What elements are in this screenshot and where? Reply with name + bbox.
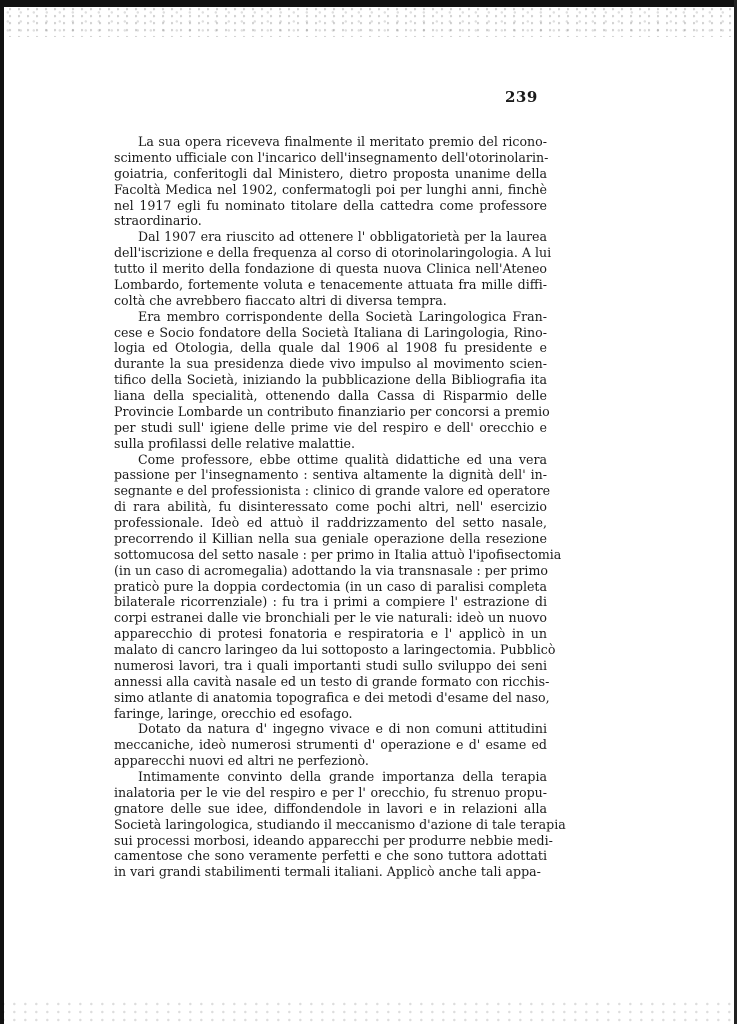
text-line: tutto il merito della fondazione di questa nuova Clinica nell'Ateneo (114, 261, 547, 276)
text-line: sottomucosa del setto nasale : per primo in Italia attuò l'ipofisectomia (114, 546, 562, 562)
text-line: di rara abilità, fu disinteressato come pochi altri, nell' esercizio (114, 499, 547, 515)
text-line: praticò pure la doppia cordectomia (in un caso di paralisi completa (114, 578, 547, 594)
text-line: apparecchi nuovi ed altri ne perfezionò. (114, 753, 369, 769)
text-line: logia ed Otologia, della quale dal 1906 al 1908 fu presidente e (114, 340, 547, 356)
scan-noise-top (0, 7, 737, 37)
paragraph (114, 721, 547, 769)
text-line: bilaterale ricorrenziale) : fu tra i primi a compiere l' estrazione di (114, 594, 547, 610)
text-line: numerosi lavori, tra i quali importanti studi sullo sviluppo dei seni (114, 657, 547, 673)
text-line: Intimamente convinto della grande importanza della terapia (138, 769, 547, 784)
text-line: apparecchio di protesi fonatoria e respiratoria e l' applicò in un (114, 626, 547, 642)
text-line: tifico della Società, iniziando la pubblicazione della Bibliografia ita (114, 372, 547, 388)
text-line: La sua opera riceveva finalmente il meritato premio del ricono- (138, 134, 547, 149)
text-line: faringe, laringe, orecchio ed esofago. (114, 705, 353, 721)
text-line: professionale. Ideò ed attuò il raddrizzamento del setto nasale, (114, 515, 547, 530)
text-line: straordinario. (114, 213, 202, 229)
text-line: goiatria, conferitogli dal Ministero, dietro proposta unanime della (114, 165, 547, 181)
page-number: 239 (505, 88, 538, 106)
body-text (114, 134, 566, 880)
text-line: nel 1917 egli fu nominato titolare della cattedra come professore (114, 197, 547, 213)
paragraph (114, 134, 547, 229)
text-line: sulla profilassi delle relative malattie. (114, 435, 355, 451)
text-line: liana della specialità, ottenendo dalla Cassa di Risparmio delle (114, 388, 547, 403)
text-line: camentose che sono veramente perfetti e che sono tuttora adottati (114, 848, 547, 864)
text-line: passione per l'insegnamento : sentiva altamente la dignità dell' in- (114, 467, 547, 483)
text-line: corpi estranei dalle vie bronchiali per le vie naturali: ideò un nuovo (114, 610, 547, 626)
paragraph (114, 451, 562, 722)
text-line: malato di cancro laringeo da lui sottoposto a laringectomia. Pubblicò (114, 642, 556, 657)
text-line: Dotato da natura d' ingegno vivace e di non comuni attitudini (138, 721, 547, 737)
text-line: in vari grandi stabilimenti termali italiani. Applicò anche tali appa- (114, 864, 541, 880)
text-line: segnante e del professionista : clinico di grande valore ed operatore (114, 483, 551, 499)
text-line: gnatore delle sue idee, diffondendole in lavori e in relazioni alla (114, 800, 547, 816)
text-line: Dal 1907 era riuscito ad ottenere l' obbligatorietà per la laurea (138, 229, 547, 245)
paragraph (114, 308, 550, 452)
text-line: dell'iscrizione e della frequenza al corso di otorinolaringologia. A lui (114, 245, 552, 261)
text-line: (in un caso di acromegalia) adottando la via transnasale : per primo (114, 562, 548, 578)
text-line: precorrendo il Killian nella sua geniale operazione della resezione (114, 530, 547, 546)
text-line: Era membro corrispondente della Società Laringologica Fran- (138, 308, 547, 324)
scan-top-edge (0, 0, 737, 7)
text-line: Lombardo, fortemente voluta e tenacemente attuata fra mille diffi- (114, 276, 547, 292)
text-line: scimento ufficiale con l'incarico dell'insegnamento dell'otorinolarin- (114, 149, 549, 165)
text-line: meccaniche, ideò numerosi strumenti d' operazione e d' esame ed (114, 737, 547, 753)
text-line: per studi sull' igiene delle prime vie del respiro e dell' orecchio e (114, 419, 547, 435)
text-line: Facoltà Medica nel 1902, confermatogli poi per lunghi anni, finchè (114, 181, 547, 197)
text-line: sui processi morbosi, ideando apparecchi per produrre nebbie medi- (114, 832, 553, 848)
scan-left-edge (0, 0, 4, 1024)
text-line: durante la sua presidenza diede vivo impulso al movimento scien- (114, 356, 547, 372)
text-line: Società laringologica, studiando il meccanismo d'azione di tale terapia (114, 816, 566, 832)
text-line: Come professore, ebbe ottime qualità didattiche ed una vera (138, 451, 547, 467)
paragraph (114, 769, 566, 880)
scan-noise-bottom (0, 1000, 737, 1024)
text-line: simo atlante di anatomia topografica e dei metodi d'esame del naso, (114, 689, 550, 705)
paragraph (114, 229, 552, 308)
text-line: annessi alla cavità nasale ed un testo di grande formato con ricchis- (114, 673, 550, 689)
text-line: coltà che avrebbero fiaccato altri di diversa tempra. (114, 292, 447, 308)
text-line: Provincie Lombarde un contributo finanziario per concorsi a premio (114, 403, 550, 419)
text-line: cese e Socio fondatore della Società Italiana di Laringologia, Rino- (114, 324, 547, 340)
text-line: inalatoria per le vie del respiro e per l' orecchio, fu strenuo propu- (114, 784, 547, 800)
